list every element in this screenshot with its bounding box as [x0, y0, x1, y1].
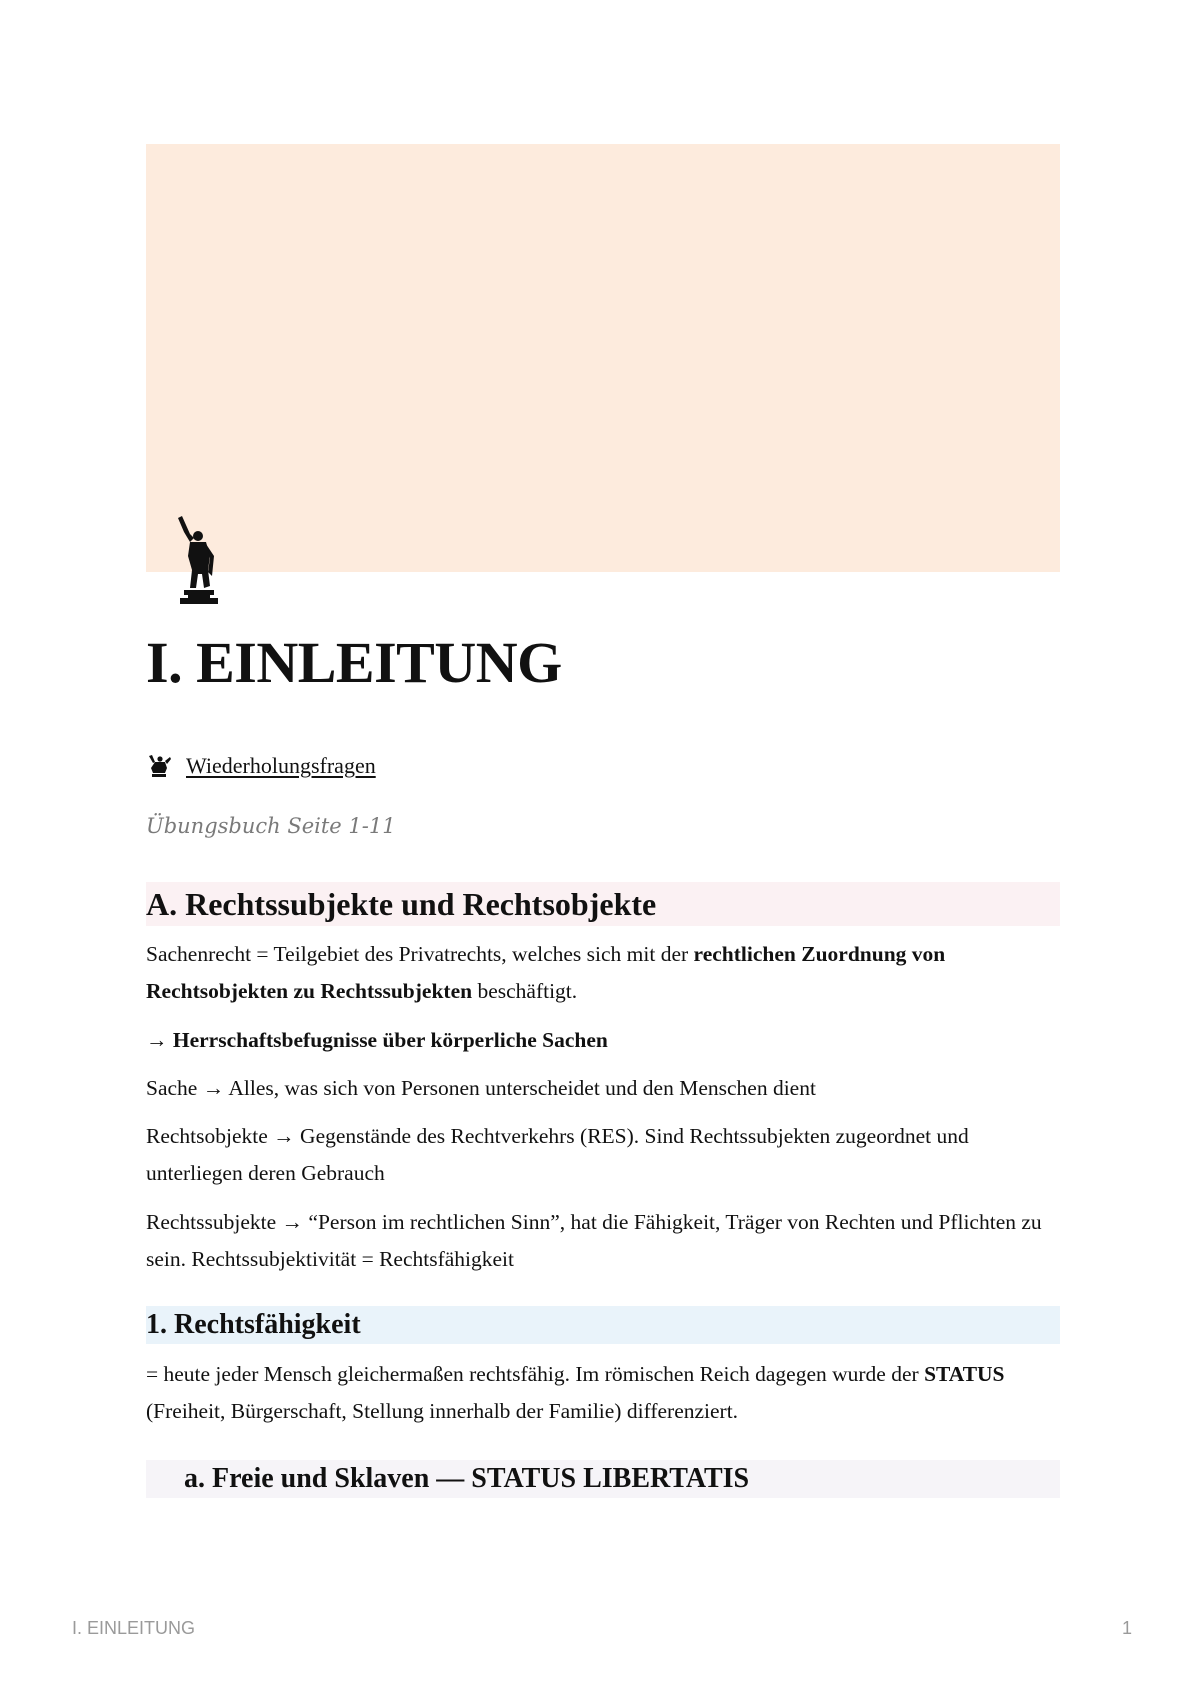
page-subtitle: Übungsbuch Seite 1-11: [146, 814, 396, 838]
footer-title: I. EINLEITUNG: [72, 1618, 196, 1638]
paragraph-rechtsfaehigkeit: [146, 1356, 1060, 1430]
paragraph-rechtssubjekte: Rechtssubjekte → “Person im rechtlichen Sinn”, hat die Fähigkeit, Träger von Rechten und Pflichten zu sein. Rechtssubjektivität = Rechtsfähigkeit: [146, 1210, 1042, 1271]
paragraph-text: (Freiheit, Bürgerschaft, Stellung innerhalb der Familie) differenziert.: [146, 1399, 739, 1423]
footer-page-number: 1: [1122, 1618, 1133, 1638]
paragraph-text: beschäftigt.: [472, 979, 578, 1003]
paragraph-herrschaftsbefugnisse: → Herrschaftsbefugnisse über körperliche Sachen: [146, 1028, 608, 1052]
page-title: I. EINLEITUNG: [146, 630, 562, 695]
review-questions-link[interactable]: Wiederholungsfragen: [186, 753, 376, 778]
paragraph-text: Sachenrecht = Teilgebiet des Privatrechts, welches sich mit der: [146, 942, 694, 966]
page-cover: [146, 144, 1060, 572]
section-heading-a: A. Rechtssubjekte und Rechtsobjekte: [146, 882, 1060, 926]
paragraph-bold-text: rechtlichen Zuordnung von Rechtsobjekten zu Rechtssubjekten: [146, 942, 946, 1003]
paragraph-sachenrecht: [146, 936, 1060, 1010]
section-heading-1a: a. Freie und Sklaven — STATUS LIBERTATIS: [146, 1460, 1060, 1498]
roman-statue-icon: [146, 753, 172, 779]
review-questions-link-row[interactable]: [146, 752, 376, 780]
roman-statue-icon: [160, 512, 230, 608]
paragraph-rechtsobjekte: Rechtsobjekte → Gegenstände des Rechtverkehrs (RES). Sind Rechtssubjekten zugeordnet und unterliegen deren Gebrauch: [146, 1124, 969, 1185]
paragraph-bold-text: STATUS: [924, 1362, 1005, 1386]
paragraph-text: = heute jeder Mensch gleichermaßen rechtsfähig. Im römischen Reich dagegen wurde der: [146, 1362, 925, 1386]
paragraph-sache: Sache → Alles, was sich von Personen unterscheidet und den Menschen dient: [146, 1076, 816, 1100]
section-heading-1: 1. Rechtsfähigkeit: [146, 1306, 1060, 1344]
